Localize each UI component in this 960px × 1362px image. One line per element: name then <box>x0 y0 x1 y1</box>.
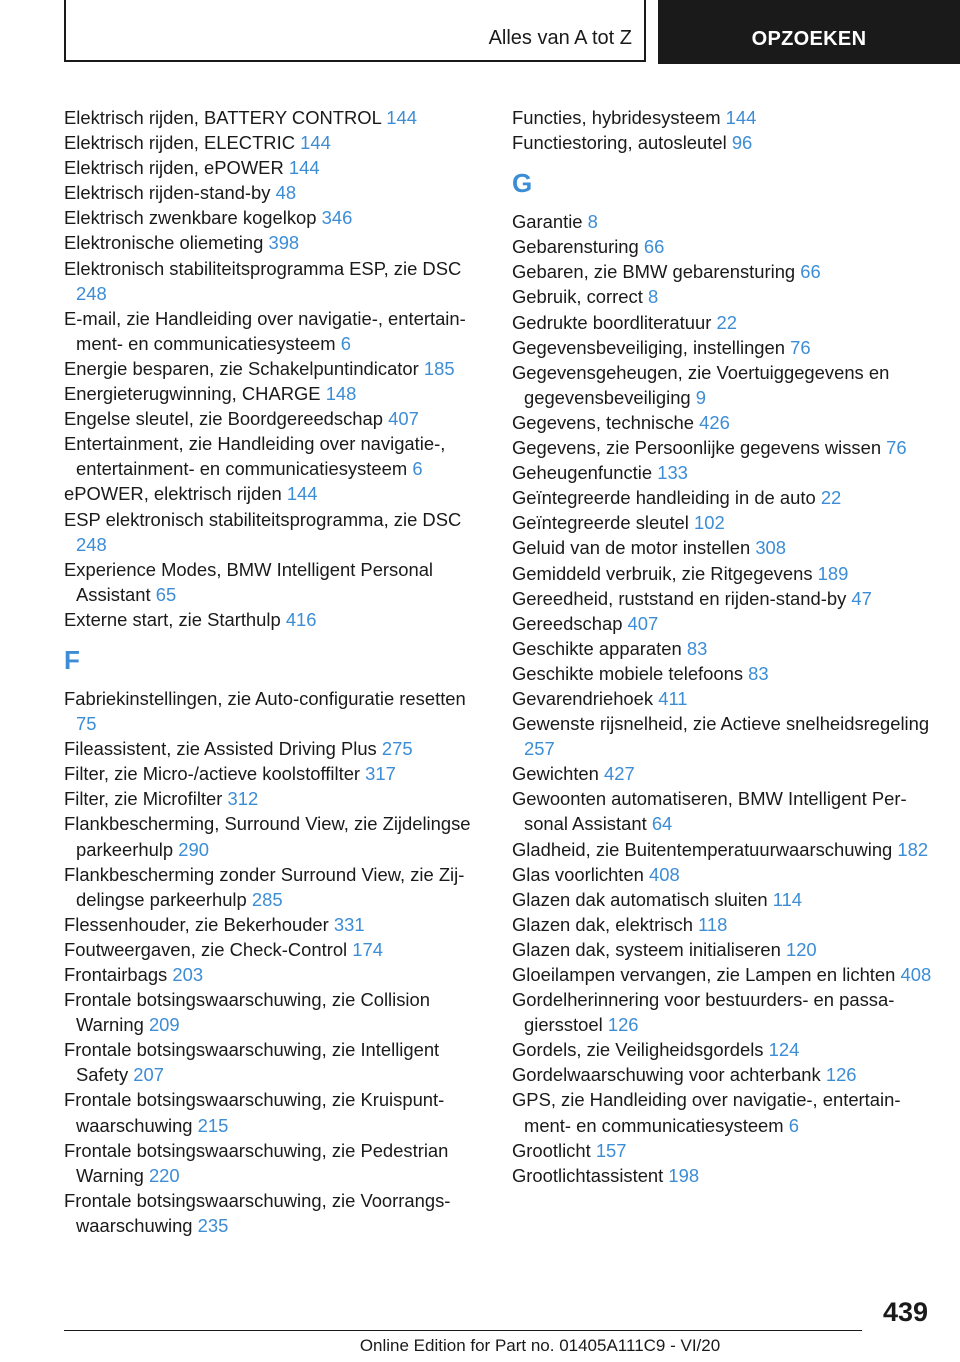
index-entry <box>512 510 932 535</box>
index-entry <box>64 862 484 912</box>
index-entry-text: Elektronische oliemeting <box>64 232 264 254</box>
index-entry <box>64 180 484 205</box>
page-reference-link[interactable]: 308 <box>755 537 787 559</box>
index-entry-text: Gegevens, zie Persoonlijke gegevens wissen <box>512 437 882 459</box>
page-reference-link[interactable]: 144 <box>300 132 331 154</box>
tab-opzoeken-label: OPZOEKEN <box>751 28 867 50</box>
index-entry-text: Geïntegreerde sleutel <box>512 512 689 534</box>
index-entry <box>512 485 932 510</box>
page-reference-link[interactable]: 416 <box>285 608 317 630</box>
page-reference-link[interactable]: 209 <box>148 1014 180 1036</box>
index-entry <box>512 410 932 435</box>
tab-opzoeken[interactable] <box>658 0 960 64</box>
index-entry-text: Gewoonten automatiseren, BMW Intelligent Personal Assistant <box>512 788 907 835</box>
index-entry-text: Elektrisch zwenkbare kogelkop <box>64 207 317 229</box>
index-entry-text: Gordelherinnering voor bestuurders- en passagiersstoel <box>512 989 895 1036</box>
index-entry-text: Gordels, zie Veiligheidsgordels <box>512 1039 764 1061</box>
index-entry <box>64 786 484 811</box>
index-entry-text: Flankbescherming zonder Surround View, zie Zijdelingse parkeerhulp <box>64 863 465 910</box>
index-entry-text: Glas voorlichten <box>512 863 644 885</box>
page-reference-link[interactable]: 290 <box>178 838 209 860</box>
index-entry <box>512 360 932 410</box>
page-reference-link[interactable]: 185 <box>423 357 455 379</box>
page-reference-link[interactable]: 114 <box>772 888 803 910</box>
index-entry-text: Gedrukte boordliteratuur <box>512 311 712 333</box>
index-entry-text: Geluid van de motor instellen <box>512 537 751 559</box>
index-entry <box>512 711 932 761</box>
index-entry-text: Frontale botsingswaarschuwing, zie Collision Warning <box>64 989 430 1036</box>
index-entry <box>64 686 484 736</box>
index-entry-text: Frontairbags <box>64 964 168 985</box>
top-navigation <box>64 0 960 64</box>
index-entry <box>512 105 932 130</box>
index-entry-text: Gebarensturing <box>512 236 639 258</box>
index-entry-text: Gegevensbeveiliging, instellingen <box>512 336 785 358</box>
page-reference-link[interactable]: 22 <box>820 487 842 509</box>
page-reference-link[interactable]: 76 <box>886 437 907 459</box>
index-entry <box>64 557 484 607</box>
index-entry-text: Externe start, zie Starthulp <box>64 608 281 630</box>
index-entry-text: Geschikte mobiele telefoons <box>512 662 744 684</box>
index-entry <box>64 607 484 632</box>
index-entry <box>64 356 484 381</box>
index-entry-text: Gegevens, technische <box>512 411 694 433</box>
index-entry-text: ESP elektronisch stabiliteitsprogramma, zie DSC <box>64 508 462 530</box>
index-entry-text: Gladheid, zie Buitentemperatuurwaarschuwing <box>512 838 893 860</box>
page-reference-link[interactable]: 102 <box>694 512 725 534</box>
tab-alles-label: Alles van A tot Z <box>488 27 632 49</box>
index-entry <box>512 335 932 360</box>
index-entry <box>64 507 484 557</box>
page-reference-link[interactable]: 235 <box>197 1214 229 1236</box>
index-entry-text: Energie besparen, zie Schakelpuntindicator <box>64 357 419 379</box>
page-reference-link[interactable]: 65 <box>155 583 177 605</box>
page-reference-link[interactable]: 144 <box>386 107 417 128</box>
index-entry <box>512 259 932 284</box>
page-reference-link[interactable]: 6 <box>340 332 351 354</box>
index-entry-text: Elektrisch rijden, ePOWER <box>64 157 284 179</box>
page-reference-link[interactable]: 189 <box>817 562 849 584</box>
page-reference-link[interactable]: 126 <box>825 1064 857 1086</box>
page-reference-link[interactable]: 96 <box>731 132 753 154</box>
page-reference-link[interactable]: 275 <box>381 738 413 760</box>
page-reference-link[interactable]: 75 <box>76 713 97 735</box>
index-entry-text: Gegevensgeheugen, zie Voertuiggegevens en gegevensbeveiliging <box>512 361 890 408</box>
index-entry <box>64 481 484 506</box>
index-entry <box>512 661 932 686</box>
index-entry <box>512 130 932 155</box>
page-reference-link[interactable]: 6 <box>788 1114 799 1136</box>
page-reference-link[interactable]: 408 <box>649 863 680 885</box>
index-letter-heading: F <box>64 644 80 675</box>
index-entry <box>64 912 484 937</box>
index-entry <box>64 105 484 130</box>
index-entry-text: Frontale botsingswaarschuwing, zie Pedestrian Warning <box>64 1139 449 1186</box>
page-reference-link[interactable]: 8 <box>647 286 659 308</box>
page-reference-link[interactable]: 126 <box>607 1014 639 1036</box>
index-entry <box>64 811 484 861</box>
index-entry <box>64 205 484 230</box>
index-entry <box>64 987 484 1037</box>
index-entry <box>512 1087 932 1137</box>
page-reference-link[interactable]: 124 <box>768 1039 800 1061</box>
page-reference-link[interactable]: 198 <box>668 1164 700 1186</box>
page-reference-link[interactable]: 407 <box>627 612 659 634</box>
page-reference-link[interactable]: 120 <box>785 938 817 960</box>
page-reference-link[interactable]: 76 <box>790 336 811 358</box>
index-entry-text: Gereedheid, ruststand en rijden-stand-by <box>512 587 847 609</box>
index-entry <box>512 837 932 862</box>
index-column-left <box>64 105 484 1238</box>
page-reference-link[interactable]: 312 <box>227 788 259 810</box>
index-entry <box>512 234 932 259</box>
index-entry <box>64 1087 484 1137</box>
page-reference-link[interactable]: 220 <box>148 1164 180 1186</box>
index-entry-text: Glazen dak, systeem initialiseren <box>512 938 781 960</box>
page-reference-link[interactable]: 411 <box>658 687 688 709</box>
index-entry-text: Elektrisch rijden, BATTERY CONTROL <box>64 107 382 128</box>
index-entry <box>64 381 484 406</box>
index-entry <box>512 761 932 786</box>
index-entry-text: Frontale botsingswaarschuwing, zie Voorrangswaarschuwing <box>64 1189 451 1236</box>
index-entry <box>512 460 932 485</box>
page-reference-link[interactable]: 66 <box>800 261 821 283</box>
index-entry-text: Fileassistent, zie Assisted Driving Plus <box>64 738 377 760</box>
index-entry-text: Glazen dak automatisch sluiten <box>512 888 768 910</box>
page-reference-link[interactable]: 9 <box>695 386 707 408</box>
index-entry <box>64 230 484 255</box>
index-entry <box>512 535 932 560</box>
index-entry-text: Grootlicht <box>512 1139 591 1161</box>
page-reference-link[interactable]: 215 <box>197 1114 229 1136</box>
index-entry-text: Flessenhouder, zie Bekerhouder <box>64 913 329 935</box>
index-entry-text: Experience Modes, BMW Intelligent Personal Assistant <box>64 558 434 605</box>
index-entry <box>512 586 932 611</box>
page-reference-link[interactable]: 64 <box>651 813 673 835</box>
page-reference-link[interactable]: 317 <box>365 763 396 785</box>
index-entry <box>64 406 484 431</box>
page-reference-link[interactable]: 407 <box>388 408 419 430</box>
index-entry-text: Gevarendriehoek <box>512 687 654 709</box>
index-entry-text: Frontale botsingswaarschuwing, zie Kruispuntwaarschuwing <box>64 1089 445 1136</box>
index-entry-text: Flankbescherming, Surround View, zie Zijdelingse parkeerhulp <box>64 813 471 860</box>
page-reference-link[interactable]: 248 <box>76 533 107 555</box>
page-reference-link[interactable]: 174 <box>352 938 383 960</box>
page-reference-link[interactable]: 346 <box>321 207 353 229</box>
index-entry <box>64 962 484 987</box>
page-reference-link[interactable]: 257 <box>524 738 555 760</box>
index-entry-text: Filter, zie Micro-/actieve koolstoffilter <box>64 763 361 785</box>
index-entry <box>64 1138 484 1188</box>
index-entry <box>64 306 484 356</box>
index-entry <box>512 611 932 636</box>
index-entry-text: Elektronisch stabiliteitsprogramma ESP, zie DSC <box>64 257 462 279</box>
page-reference-link[interactable]: 83 <box>748 662 769 684</box>
index-entry-text: Gebaren, zie BMW gebarensturing <box>512 261 796 283</box>
page-reference-link[interactable]: 157 <box>595 1139 627 1161</box>
index-entry <box>512 962 932 987</box>
index-entry <box>64 431 484 481</box>
index-entry <box>512 1037 932 1062</box>
index-entry-text: Gemiddeld verbruik, zie Ritgegevens <box>512 562 813 584</box>
page-reference-link[interactable]: 133 <box>657 462 688 484</box>
page-reference-link[interactable]: 398 <box>268 232 300 254</box>
page-reference-link[interactable]: 248 <box>76 282 107 304</box>
index-entry-text: Filter, zie Microfilter <box>64 788 223 810</box>
index-entry <box>512 786 932 836</box>
page-reference-link[interactable]: 182 <box>897 838 929 860</box>
index-entry <box>512 1163 932 1188</box>
index-entry-text: Gewenste rijsnelheid, zie Actieve snelheidsregeling <box>512 713 930 735</box>
index-entry <box>64 1188 484 1238</box>
footer-divider <box>64 1330 862 1331</box>
index-entry-text: Foutweergaven, zie Check-Control <box>64 938 348 960</box>
index-entry <box>64 130 484 155</box>
index-entry-text: Functies, hybridesysteem <box>512 107 721 128</box>
page-reference-link[interactable]: 427 <box>604 763 635 785</box>
page-reference-link[interactable]: 203 <box>172 964 204 985</box>
index-entry-text: ePOWER, elektrisch rijden <box>64 483 282 505</box>
index-entry-text: Gebruik, correct <box>512 286 643 308</box>
page-number: 439 <box>882 1297 928 1327</box>
index-entry <box>512 937 932 962</box>
index-entry <box>512 561 932 586</box>
page-reference-link[interactable]: 144 <box>288 157 320 179</box>
index-entry-text: Geheugenfunctie <box>512 462 653 484</box>
index-entry-text: Gewichten <box>512 763 599 785</box>
page-reference-link[interactable]: 331 <box>333 913 365 935</box>
index-entry <box>512 686 932 711</box>
index-entry <box>64 155 484 180</box>
index-entry <box>512 209 932 234</box>
index-entry-text: Gloeilampen vervangen, zie Lampen en lichten <box>512 964 896 985</box>
index-entry-text: Gordelwaarschuwing voor achterbank <box>512 1064 821 1086</box>
index-entry <box>64 736 484 761</box>
index-entry-text: Garantie <box>512 211 583 233</box>
index-entry <box>512 862 932 887</box>
page-reference-link[interactable]: 6 <box>412 458 423 480</box>
index-entry <box>512 887 932 912</box>
index-column-right <box>512 105 932 1188</box>
page-reference-link[interactable]: 148 <box>325 383 357 405</box>
page-reference-link[interactable]: 408 <box>900 964 932 985</box>
index-entry <box>64 937 484 962</box>
index-entry-text: Energieterugwinning, CHARGE <box>64 383 321 405</box>
index-entry-text: Frontale botsingswaarschuwing, zie Intelligent Safety <box>64 1039 440 1086</box>
index-entry-text: Entertainment, zie Handleiding over navigatie-, entertainment- en communicatiesysteem <box>64 433 446 480</box>
page-reference-link[interactable]: 285 <box>251 888 283 910</box>
page-reference-link[interactable]: 8 <box>587 211 598 233</box>
footer-edition-text: Online Edition for Part no. 01405A111C9 - VI/20 <box>359 1336 721 1355</box>
page-reference-link[interactable]: 207 <box>133 1064 164 1086</box>
page-reference-link[interactable]: 144 <box>286 483 318 505</box>
page-reference-link[interactable]: 48 <box>275 182 297 204</box>
index-entry-text: Functiestoring, autosleutel <box>512 132 727 154</box>
page-reference-link[interactable]: 47 <box>851 587 872 609</box>
index-entry-text: Elektrisch rijden-stand-by <box>64 182 271 204</box>
index-entry-text: Geschikte apparaten <box>512 637 682 659</box>
index-entry-text: Grootlichtassistent <box>512 1164 664 1186</box>
index-entry <box>512 912 932 937</box>
index-entry <box>512 284 932 309</box>
index-entry <box>512 636 932 661</box>
tab-alles-van-a-tot-z[interactable] <box>64 0 646 62</box>
index-entry-text: Elektrisch rijden, ELECTRIC <box>64 132 295 154</box>
index-letter-heading: G <box>512 168 533 199</box>
page-reference-link[interactable]: 22 <box>716 311 737 333</box>
page-reference-link[interactable]: 118 <box>698 913 728 935</box>
index-entry <box>512 987 932 1037</box>
index-entry <box>512 1062 932 1087</box>
index-entry-text: Glazen dak, elektrisch <box>512 913 693 935</box>
index-entry <box>512 310 932 335</box>
page-reference-link[interactable]: 426 <box>699 411 730 433</box>
index-entry <box>64 1037 484 1087</box>
index-entry <box>64 761 484 786</box>
page-reference-link[interactable]: 66 <box>643 236 665 258</box>
page-reference-link[interactable]: 83 <box>686 637 708 659</box>
index-entry <box>512 435 932 460</box>
index-entry-text: Geïntegreerde handleiding in de auto <box>512 487 816 509</box>
page-reference-link[interactable]: 144 <box>725 107 757 128</box>
index-entry-text: E-mail, zie Handleiding over navigatie-, entertainment- en communicatiesysteem <box>64 307 466 354</box>
index-entry-text: Gereedschap <box>512 612 623 634</box>
index-entry-text: Fabriekinstellingen, zie Auto-configuratie resetten <box>64 687 466 709</box>
index-entry-text: GPS, zie Handleiding over navigatie-, entertainment- en communicatiesysteem <box>512 1089 901 1136</box>
index-entry <box>64 256 484 306</box>
index-entry-text: Engelse sleutel, zie Boordgereedschap <box>64 408 383 430</box>
index-entry <box>512 1138 932 1163</box>
